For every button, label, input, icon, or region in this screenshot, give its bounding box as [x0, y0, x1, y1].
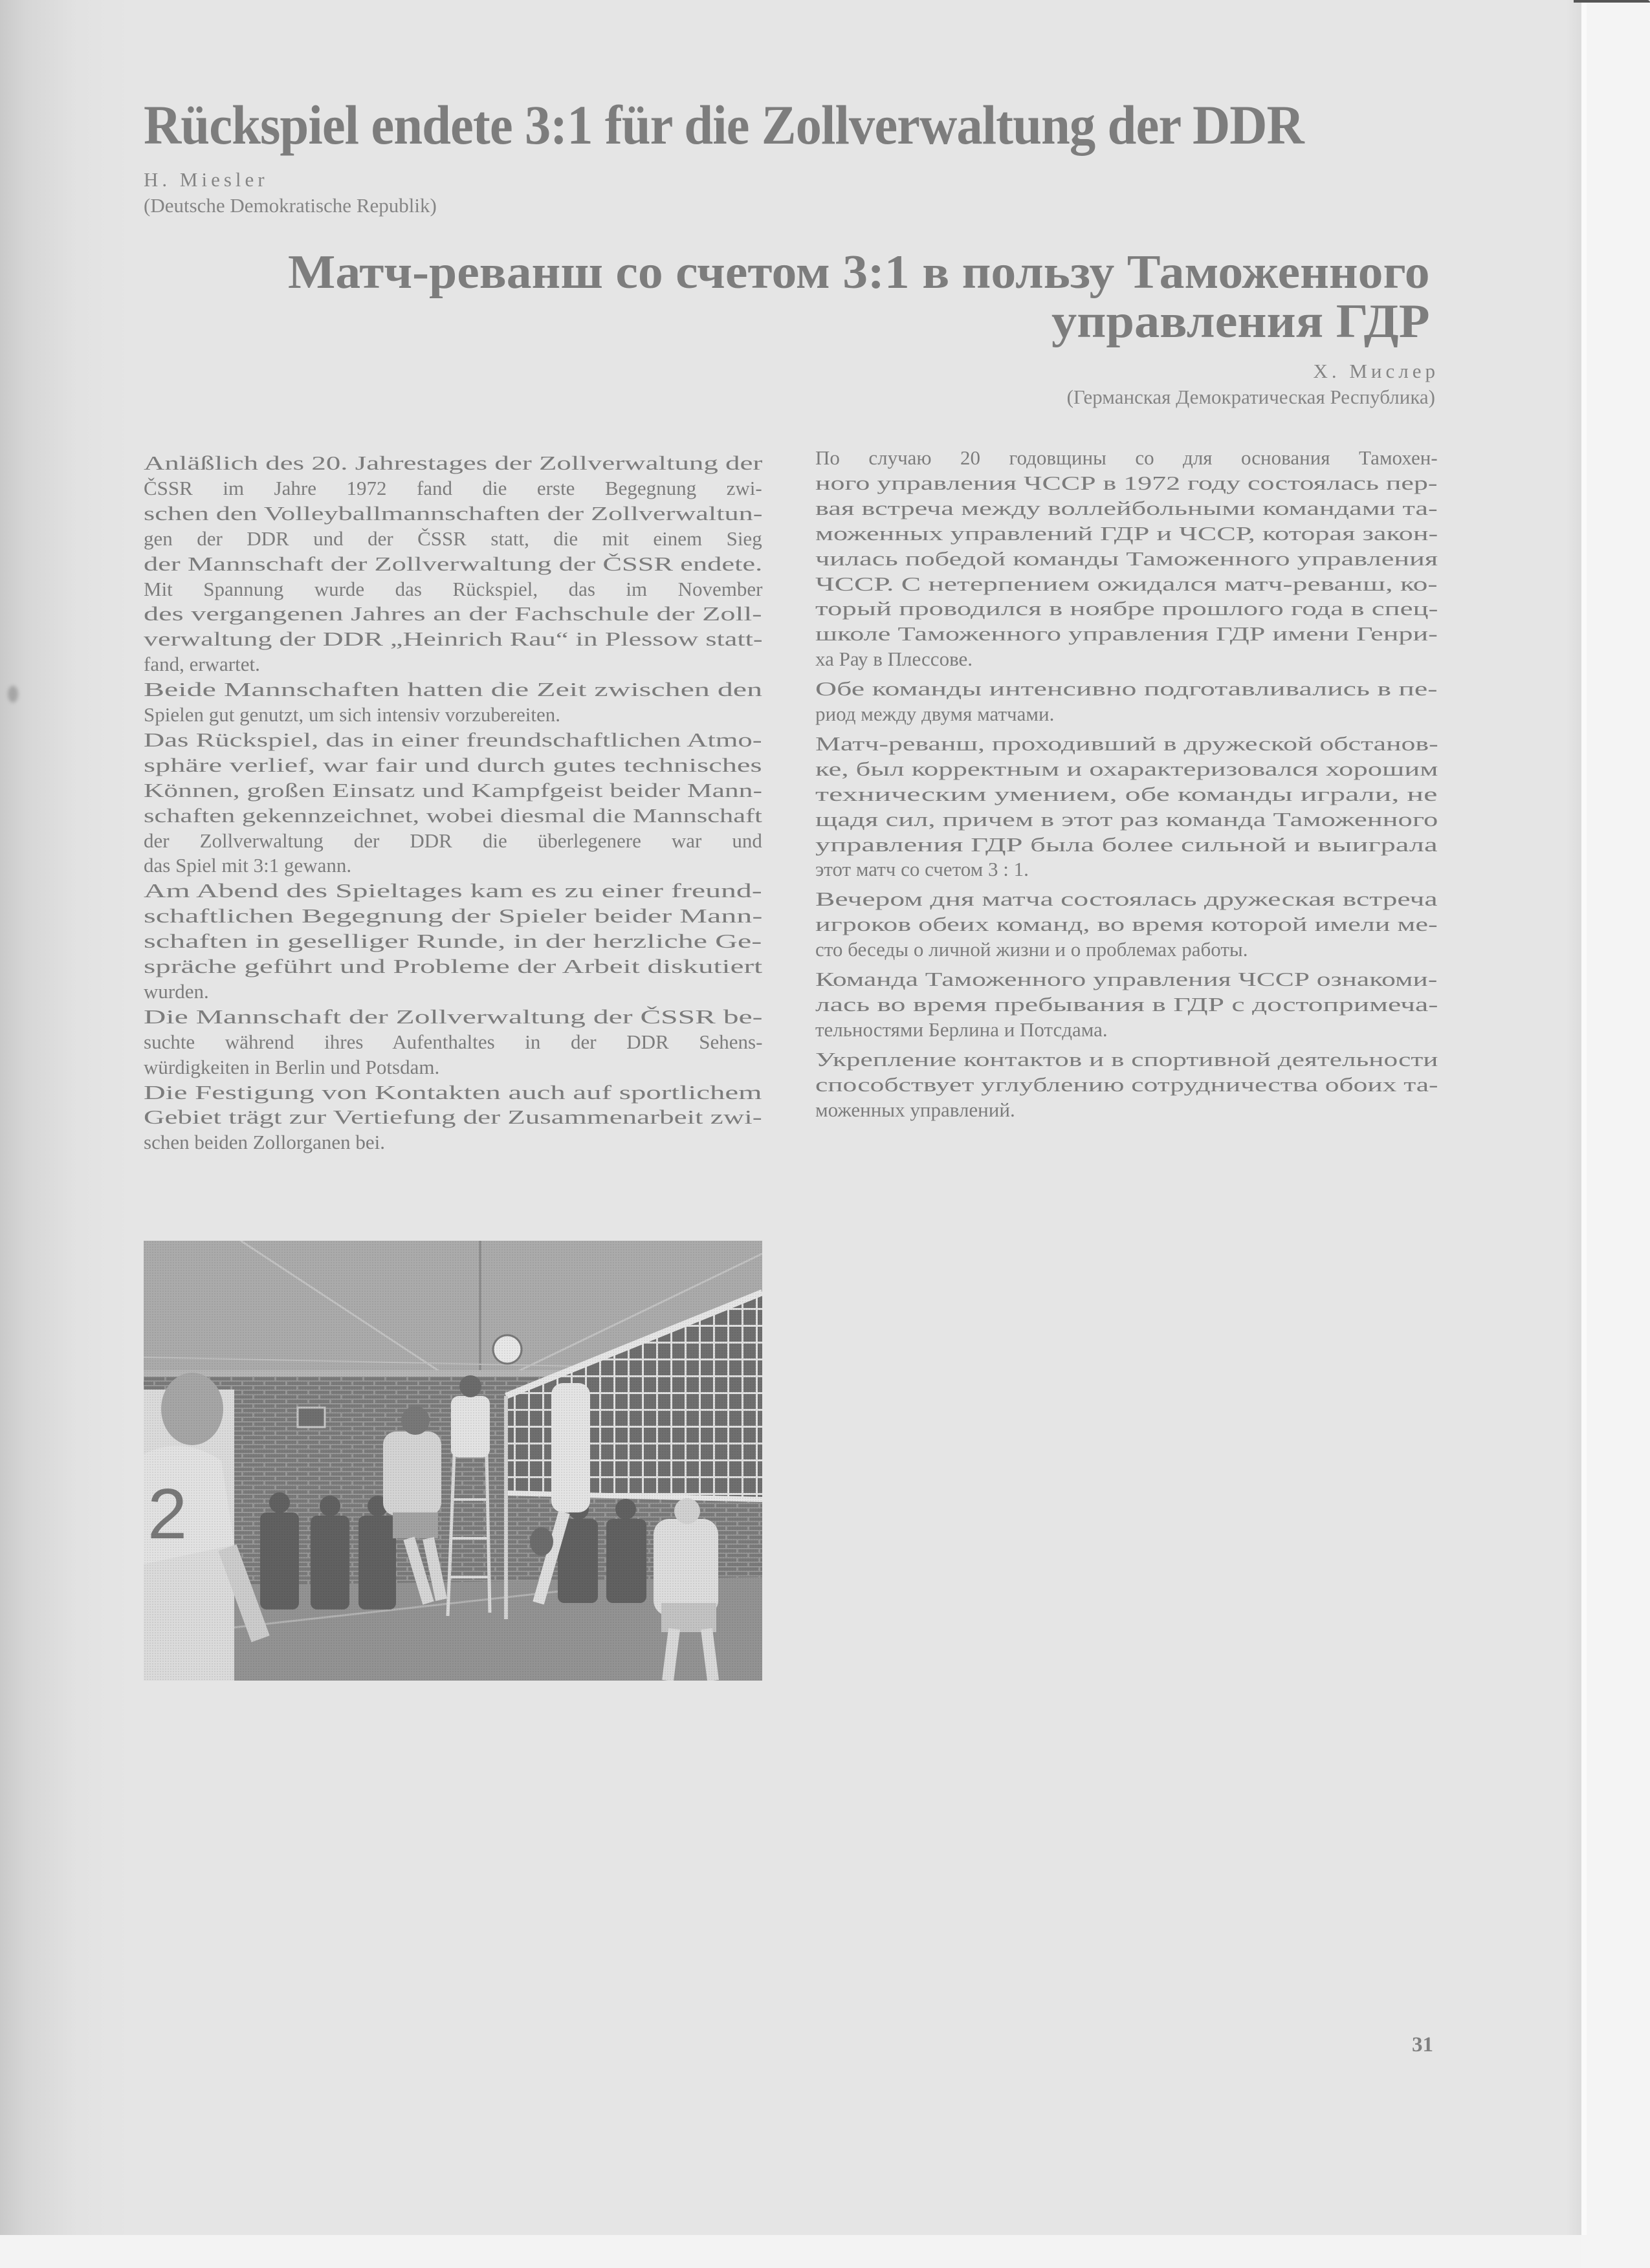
- text-line: des vergangenen Jahres an der Fachschule der Zoll-: [144, 602, 762, 626]
- russian-author: Х. Мислер: [1313, 360, 1439, 382]
- text-line: Команда Таможенного управления ЧССР ознакоми-: [815, 968, 1438, 990]
- text-line: ного управления ЧССР в 1972 году состоялась пер-: [815, 471, 1438, 494]
- page-number: 31: [1412, 2033, 1433, 2056]
- text-line: das Spiel mit 3:1 gewann.: [144, 854, 352, 877]
- text-line: schaften in geselliger Runde, in der herzliche Ge-: [144, 930, 762, 953]
- text-line: моженных управлений ГДР и ЧССР, которая закон-: [815, 521, 1438, 545]
- text-line: Beide Mannschaften hatten die Zeit zwischen den: [144, 678, 763, 701]
- text-line: моженных управлений.: [815, 1098, 1015, 1121]
- text-line: Укрепление контактов и в спортивной деятельности: [815, 1047, 1438, 1071]
- text-line: ЧССР. С нетерпением ожидался матч-реванш, ко-: [815, 572, 1438, 595]
- text-line: Können, großen Einsatz und Kampfgeist beider Mann-: [144, 778, 762, 801]
- text-line: würdigkeiten in Berlin und Potsdam.: [144, 1055, 440, 1078]
- german-country: (Deutsche Demokratische Republik): [144, 194, 437, 217]
- text-line: сто беседы о личной жизни и о проблемах работы.: [815, 938, 1248, 961]
- text-line: игроков обеих команд, во время которой имели ме-: [815, 913, 1438, 936]
- text-line: этот матч со счетом 3 : 1.: [815, 858, 1029, 881]
- text-line: schaftlichen Begegnung der Spieler beider Mann-: [144, 904, 763, 928]
- text-line: der Mannschaft der Zollverwaltung der ČSSR endete.: [144, 552, 763, 575]
- text-line: schen den Volleyballmannschaften der Zollverwaltun-: [144, 501, 763, 525]
- text-line: Spielen gut genutzt, um sich intensiv vorzubereiten.: [144, 703, 560, 726]
- text-line: Вечером дня матча состоялась дружеская встреча: [815, 888, 1438, 911]
- text-line: suchte während ihres Aufenthaltes in der DDR Sehens-: [144, 1030, 763, 1053]
- text-line: щадя сил, причем в этот раз команда Таможенного: [815, 807, 1438, 831]
- text-line: вая встреча между воллейбольными командами та-: [815, 496, 1438, 519]
- text-line: лась во время пребывания в ГДР с достопримеча-: [815, 992, 1438, 1016]
- russian-headline-line-2: управления ГДР: [1051, 295, 1430, 348]
- text-line: Обе команды интенсивно подготавливались в пе-: [815, 677, 1438, 701]
- scan-margin: [1581, 0, 1650, 2268]
- text-line: управления ГДР была более сильной и выиграла: [815, 833, 1438, 856]
- text-line: Матч-реванш, проходивший в дружеской обстанов-: [815, 732, 1438, 755]
- russian-country: (Германская Демократическая Республика): [1066, 386, 1435, 408]
- text-line: ČSSR im Jahre 1972 fand die erste Begegnung zwi-: [144, 476, 762, 499]
- text-line: техническим умением, обе команды играли, не: [815, 782, 1438, 805]
- text-line: schaften gekennzeichnet, wobei diesmal die Mannschaft: [144, 803, 762, 827]
- text-line: der Zollverwaltung der DDR die überlegenere war und: [144, 829, 762, 852]
- text-line: Gebiet trägt zur Vertiefung der Zusammenarbeit zwi-: [144, 1106, 762, 1129]
- german-headline: Rückspiel endete 3:1 für die Zollverwaltung der DDR: [144, 94, 1304, 156]
- text-line: fand, erwartet.: [144, 653, 260, 676]
- text-line: ке, был корректным и охарактеризовался хорошим: [815, 757, 1438, 780]
- volleyball-photo: [144, 1241, 762, 1681]
- text-line: Am Abend des Spieltages kam es zu einer freund-: [144, 879, 762, 902]
- text-line: spräche geführt und Probleme der Arbeit diskutiert: [144, 955, 763, 977]
- text-line: способствует углублению сотрудничества обоих та-: [815, 1073, 1438, 1096]
- photo-illustration: [144, 1241, 762, 1681]
- text-line: Das Rückspiel, das in einer freundschaftlichen Atmo-: [144, 728, 762, 751]
- text-line: ха Рау в Плессове.: [815, 648, 973, 671]
- text-line: wurden.: [144, 979, 209, 1003]
- text-line: schen beiden Zollorganen bei.: [144, 1131, 386, 1154]
- scan-corner-shadow: [1574, 0, 1650, 3]
- text-line: Mit Spannung wurde das Rückspiel, das im November: [144, 577, 763, 600]
- text-line: чилась победой команды Таможенного управления: [815, 547, 1438, 570]
- text-line: По случаю 20 годовщины со для основания Тамохен-: [815, 446, 1438, 469]
- text-line: Die Mannschaft der Zollverwaltung der ČSSR be-: [144, 1005, 763, 1028]
- german-author: H. Miesler: [144, 168, 269, 191]
- russian-headline-line-1: Матч-реванш со счетом 3:1 в пользу Таможенного: [288, 246, 1430, 299]
- text-line: Die Festigung von Kontakten auch auf sportlichem: [144, 1080, 762, 1104]
- text-line: торый проводился в ноябре прошлого года в спец-: [815, 597, 1438, 620]
- text-line: тельностями Берлина и Потсдама.: [815, 1018, 1108, 1041]
- page-edge: [1581, 0, 1587, 2235]
- text-line: риод между двумя матчами.: [815, 703, 1055, 725]
- text-line: Anläßlich des 20. Jahrestages der Zollverwaltung der: [144, 452, 763, 474]
- text-line: школе Таможенного управления ГДР имени Генри-: [815, 622, 1438, 646]
- text-line: sphäre verlief, war fair und durch gutes technisches: [144, 753, 762, 776]
- text-line: gen der DDR und der ČSSR statt, die mit einem Sieg: [144, 527, 762, 550]
- text-line: verwaltung der DDR „Heinrich Rau“ in Plessow statt-: [144, 627, 763, 651]
- binding-mark: [8, 686, 18, 703]
